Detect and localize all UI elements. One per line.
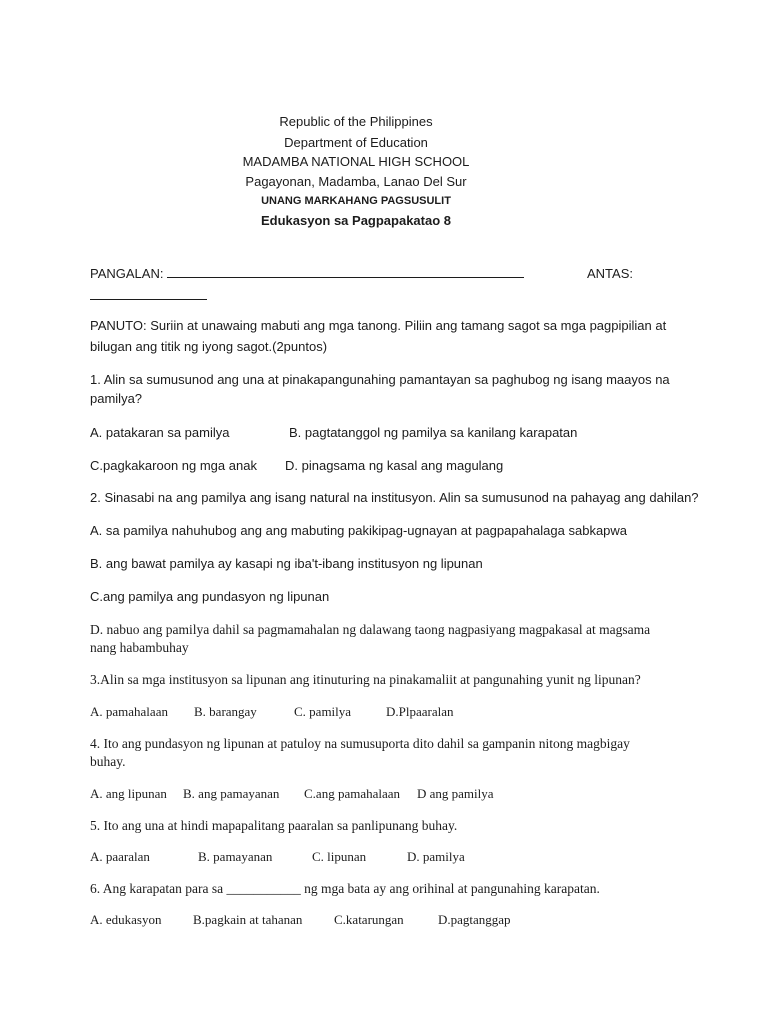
grade-field [90,286,207,305]
choice-d[interactable]: D. pamilya [407,849,465,864]
question-1-text: 1. Alin sa sumusunod ang una at pinakapangunahing pamantayan sa paghubog ng isang maayos na [90,372,670,387]
question-2-choice-b[interactable]: B. ang bawat pamilya ay kasapi ng iba't-ibang institusyon ng lipunan [90,556,483,571]
choice-d[interactable]: D.Plpaaralan [386,704,454,719]
question-2-choice-d-cont: nang habambuhay [90,640,189,655]
header-republic: Republic of the Philippines [279,114,433,129]
choice-c[interactable]: C.katarungan [334,912,404,927]
choice-b[interactable]: B. pagtatanggol ng pamilya sa kanilang karapatan [289,425,578,440]
question-5-text: 5. Ito ang una at hindi mapapalitang paaralan sa panlipunang buhay. [90,818,458,833]
header-address: Pagayonan, Madamba, Lanao Del Sur [245,174,467,189]
choice-a[interactable]: A. ang lipunan [90,786,167,801]
question-4-text: 4. Ito ang pundasyon ng lipunan at patuloy na sumusuporta dito dahil sa gampanin nitong magbigay [90,736,630,751]
name-field [90,264,524,283]
choice-a[interactable]: A. pamahalaan [90,704,168,719]
choice-a[interactable]: A. edukasyon [90,912,162,927]
choice-d[interactable]: D ang pamilya [417,786,494,801]
choice-d[interactable]: D.pagtanggap [438,912,511,927]
question-2-choice-a[interactable]: A. sa pamilya nahuhubog ang ang mabuting pakikipag-ugnayan at pagpapahalaga sabkapwa [90,523,628,538]
choice-b[interactable]: B. pamayanan [198,849,273,864]
choice-c[interactable]: C. lipunan [312,849,367,864]
choice-c[interactable]: C. pamilya [294,704,352,719]
choice-b[interactable]: B.pagkain at tahanan [193,912,303,927]
name-blank-line[interactable] [167,265,524,278]
name-label: PANGALAN: [90,266,164,281]
question-1-text-cont: pamilya? [90,391,143,406]
choice-c[interactable]: C.ang pamahalaan [304,786,401,801]
subject-title: Edukasyon sa Pagpapakatao 8 [260,213,452,228]
question-2-text: 2. Sinasabi na ang pamilya ang isang natural na institusyon. Alin sa sumusunod na pahayag ang dahilan? [90,490,699,505]
question-3-text: 3.Alin sa mga institusyon sa lipunan ang itinuturing na pinakamaliit at pangunahing yunit ng lipunan? [90,672,641,687]
choice-a[interactable]: A. paaralan [90,849,150,864]
choice-b[interactable]: B. barangay [194,704,257,719]
exam-title: UNANG MARKAHANG PAGSUSULIT [261,195,451,207]
instructions-line-2: bilugan ang titik ng iyong sagot.(2puntos) [90,339,328,354]
question-2-choice-d[interactable]: D. nabuo ang pamilya dahil sa pagmamahalan ng dalawang taong nagpasiyang magpakasal at magsama [90,622,651,637]
choice-c[interactable]: C.pagkakaroon ng mga anak [90,458,257,473]
grade-blank-line[interactable] [90,287,207,300]
header-department: Department of Education [284,135,428,150]
question-4-text-cont: buhay. [90,754,126,769]
choice-d[interactable]: D. pinagsama ng kasal ang magulang [285,458,504,473]
header-school-name: MADAMBA NATIONAL HIGH SCHOOL [242,154,470,169]
grade-label: ANTAS: [587,266,633,281]
choice-b[interactable]: B. ang pamayanan [183,786,280,801]
question-2-choice-c[interactable]: C.ang pamilya ang pundasyon ng lipunan [90,589,330,604]
choice-a[interactable]: A. patakaran sa pamilya [90,425,230,440]
question-6-text: 6. Ang karapatan para sa ___________ ng mga bata ay ang orihinal at pangunahing karapatan. [90,881,600,896]
instructions-line-1: PANUTO: Suriin at unawaing mabuti ang mga tanong. Piliin ang tamang sagot sa mga pagpipilian at [90,318,667,333]
